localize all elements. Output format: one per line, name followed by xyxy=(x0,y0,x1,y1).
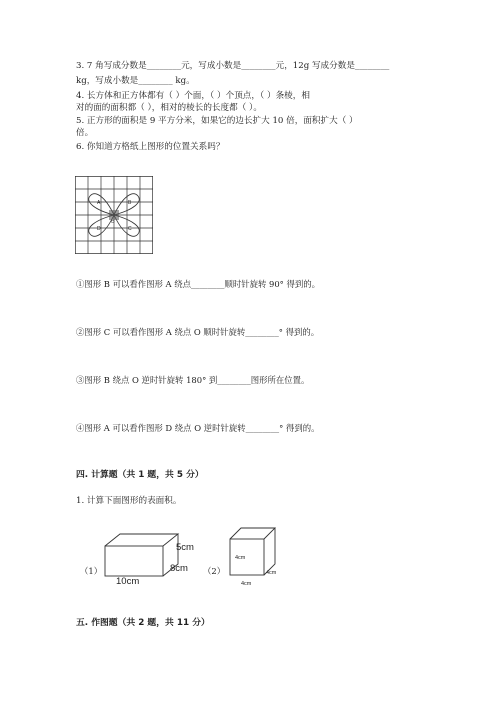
cuboid-front xyxy=(105,546,163,576)
cuboid-length-label: 10cm xyxy=(116,576,140,586)
cuboid-figure xyxy=(100,528,205,586)
section-5-title: 五. 作图题（共 2 题，共 11 分） xyxy=(76,618,210,628)
cube-front-label: 4cm xyxy=(235,555,246,561)
cuboid-height-label: 5cm xyxy=(176,542,194,553)
q3-line-2: kg，写成小数是________ kg。 xyxy=(76,76,195,86)
q4-line-2: 对的面的面积都（ ），相对的棱长的长度都（ ）。 xyxy=(76,103,262,113)
cuboid-width-label: 8cm xyxy=(170,563,188,574)
petal-label-b: B xyxy=(128,200,132,206)
sub-question-3: ③图形 B 绕点 O 逆时针旋转 180° 到________图形所在位置。 xyxy=(76,375,310,385)
petal-label-a: A xyxy=(97,200,101,206)
petal-label-d: D xyxy=(97,226,101,232)
cube-figure xyxy=(225,523,293,589)
q3-line-1: 3. 7 角写成分数是________元，写成小数是________元，12g 写成分数是________ xyxy=(76,61,390,71)
cube-bottom-label: 4cm xyxy=(241,581,252,587)
calc-question: 1. 计算下面图形的表面积。 xyxy=(76,496,182,506)
cuboid-top xyxy=(105,534,178,546)
cube-side-label: 4cm xyxy=(266,570,277,576)
q6-prompt: 6. 你知道方格纸上图形的位置关系吗？ xyxy=(76,142,225,152)
q4-line-1: 4. 长方体和正方体都有（ ）个面，（ ）个顶点，（ ）条棱，相 xyxy=(76,91,310,101)
section-4-title: 四. 计算题（共 1 题，共 5 分） xyxy=(76,470,204,480)
sub-question-4: ④图形 A 可以看作图形 D 绕点 O 逆时针旋转________° 得到的。 xyxy=(76,423,320,433)
center-label-o: O xyxy=(111,219,115,224)
fig2-label: （2） xyxy=(203,566,226,576)
cube-side xyxy=(264,528,275,575)
sub-question-2: ②图形 C 可以看作图形 A 绕点 O 顺时针旋转________° 得到的。 xyxy=(76,327,320,337)
sub-question-1: ①图形 B 可以看作图形 A 绕点________顺时针旋转 90° 得到的。 xyxy=(76,279,321,289)
cube-top xyxy=(230,528,275,539)
fig1-label: （1） xyxy=(80,566,103,576)
q5-line-1: 5. 正方形的面积是 9 平方分米，如果它的边长扩大 10 倍，面积扩大（ ） xyxy=(76,116,358,126)
grid-svg xyxy=(75,176,153,254)
q5-line-2: 倍。 xyxy=(76,128,94,138)
petal-label-c: C xyxy=(128,226,132,232)
rotation-grid-figure xyxy=(75,176,153,257)
